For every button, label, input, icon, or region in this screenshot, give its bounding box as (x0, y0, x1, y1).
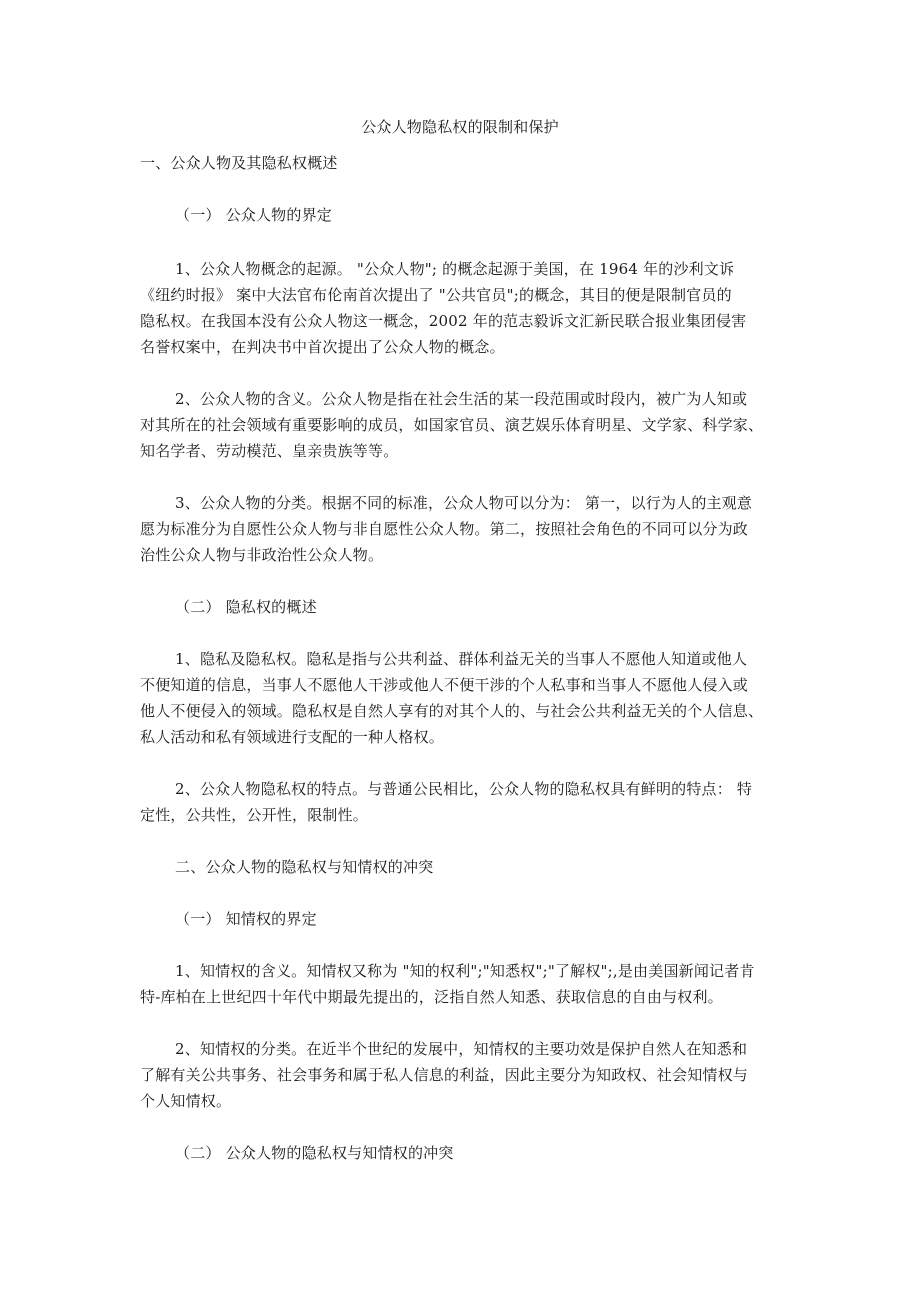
paragraph-line: 《纽约时报》 案中大法官布伦南首次提出了 "公共官员";的概念，其目的便是限制官员的 (140, 286, 732, 304)
paragraph-line: 3、公众人物的分类。根据不同的标准，公众人物可以分为： 第一，以行为人的主观意 (175, 494, 753, 512)
paragraph-line: 不便知道的信息，当事人不愿他人干涉或他人不便干涉的个人私事和当事人不愿他人侵入或 (140, 676, 749, 694)
paragraph-line: 对其所在的社会领域有重要影响的成员，如国家官员、演艺娱乐体育明星、文学家、科学家、 (140, 416, 764, 434)
paragraph-line: 知名学者、劳动模范、皇亲贵族等等。 (140, 442, 399, 460)
paragraph-line: 2、公众人物的含义。公众人物是指在社会生活的某一段范围或时段内，被广为人知或 (175, 390, 748, 408)
subsection-heading: （二） 隐私权的概述 (175, 598, 317, 616)
paragraph-line: 隐私权。在我国本没有公众人物这一概念，2002 年的范志毅诉文汇新民联合报业集团侵害 (140, 312, 747, 330)
section-heading: 二、公众人物的隐私权与知情权的冲突 (175, 858, 434, 876)
paragraph-line: 1、知情权的含义。知情权又称为 "知的权利";"知悉权";"了解权";,是由美国新闻记者肯 (175, 962, 755, 980)
section-heading: 一、公众人物及其隐私权概述 (140, 154, 338, 172)
paragraph-line: 2、公众人物隐私权的特点。与普通公民相比，公众人物的隐私权具有鲜明的特点： 特 (175, 780, 753, 798)
paragraph-line: 愿为标准分为自愿性公众人物与非自愿性公众人物。第二，按照社会角色的不同可以分为政 (140, 520, 749, 538)
paragraph-line: 1、隐私及隐私权。隐私是指与公共利益、群体利益无关的当事人不愿他人知道或他人 (175, 650, 748, 668)
subsection-heading: （二） 公众人物的隐私权与知情权的冲突 (175, 1144, 454, 1162)
document-title: 公众人物隐私权的限制和保护 (361, 118, 559, 136)
paragraph-line: 了解有关公共事务、社会事务和属于私人信息的利益，因此主要分为知政权、社会知情权与 (140, 1066, 749, 1084)
paragraph-line: 治性公众人物与非政治性公众人物。 (140, 546, 384, 564)
paragraph-line: 特-库柏在上世纪四十年代中期最先提出的，泛指自然人知悉、获取信息的自由与权利。 (140, 988, 723, 1006)
subsection-heading: （一） 知情权的界定 (175, 910, 317, 928)
subsection-heading: （一） 公众人物的界定 (175, 206, 332, 224)
paragraph-line: 名誉权案中，在判决书中首次提出了公众人物的概念。 (140, 338, 505, 356)
paragraph-line: 私人活动和私有领域进行支配的一种人格权。 (140, 728, 445, 746)
paragraph-line: 他人不便侵入的领域。隐私权是自然人享有的对其个人的、与社会公共利益无关的个人信息、 (140, 702, 764, 720)
paragraph-line: 2、知情权的分类。在近半个世纪的发展中，知情权的主要功效是保护自然人在知悉和 (175, 1040, 748, 1058)
paragraph-line: 定性，公共性，公开性，限制性。 (140, 806, 369, 824)
paragraph-line: 1、公众人物概念的起源。 "公众人物"; 的概念起源于美国，在 1964 年的沙利文诉 (175, 260, 735, 278)
paragraph-line: 个人知情权。 (140, 1092, 232, 1110)
